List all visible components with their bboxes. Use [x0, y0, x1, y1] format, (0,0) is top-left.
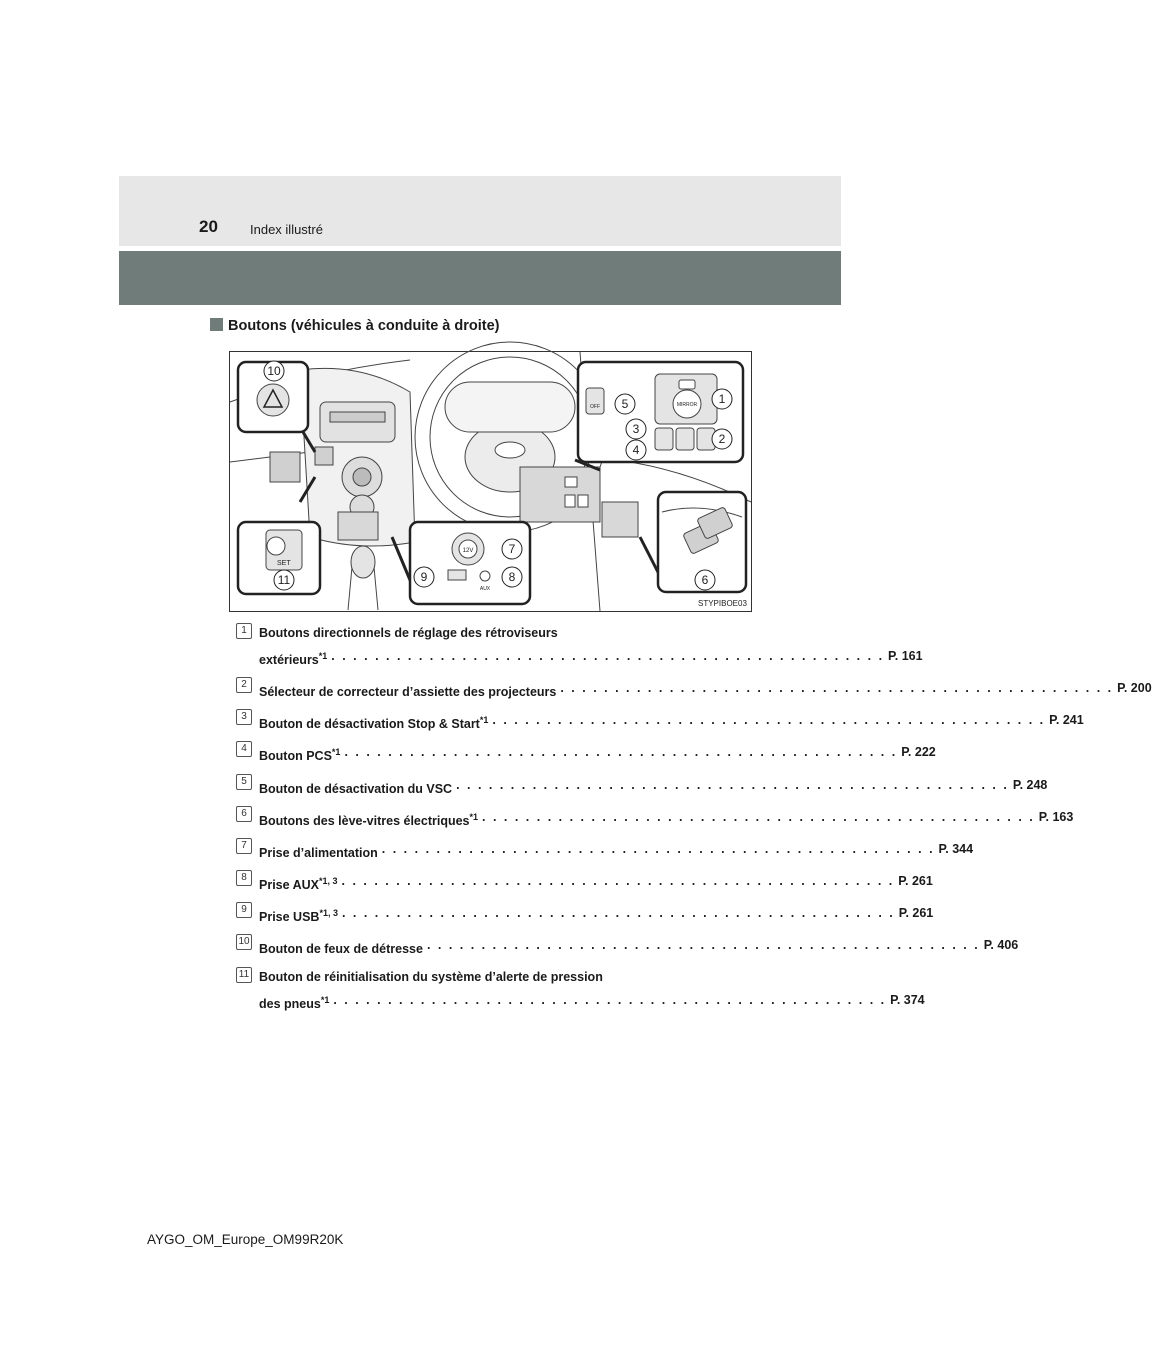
page-reference-link[interactable]: P. 248: [1012, 777, 1048, 792]
mirror-label: MIRROR: [676, 402, 698, 408]
off-label: OFF: [590, 404, 600, 410]
entry-label: Bouton de feux de détresse: [259, 942, 423, 957]
figure-callout: 1: [718, 392, 726, 406]
list-item: 5 Bouton de désactivation du VSC . . . . . . . . . . . . . . . . . . . . . . . . . . . . . . . . . . . . . . . . . . . . . . . . . . . P. 248: [236, 773, 722, 801]
pcs-switch-icon: [676, 428, 694, 450]
list-item: 2 Sélecteur de correcteur d’assiette des projecteurs . . . . . . . . . . . . . . . . . . . . . . . . . . . . . . . . . . . . . . . . . . . . . . . . . . . P. 200: [236, 676, 722, 704]
vsc-off-switch-icon: [586, 388, 604, 414]
entry-number: 7: [236, 838, 252, 854]
sub-heading: [210, 318, 500, 334]
entry-number: 1: [236, 623, 252, 639]
page-reference-link[interactable]: P. 344: [938, 841, 974, 856]
page-reference-link[interactable]: P. 374: [890, 992, 925, 1007]
entry-number: 4: [236, 741, 252, 757]
entry-label: Prise AUX$^{*1, 3}$: [259, 876, 338, 893]
figure-callout: 4: [632, 443, 640, 457]
button-index-list: [236, 622, 1152, 1020]
header-band: [119, 176, 841, 246]
entry-label: Bouton de désactivation du VSC: [259, 781, 453, 796]
entry-label: Bouton de désactivation Stop & Start$^{*1}$: [259, 715, 489, 732]
entry-label-line1: Bouton de réinitialisation du système d’alerte de pression: [259, 969, 603, 984]
entry-label: extérieurs$^{*1}$: [259, 651, 328, 668]
document-footer: AYGO_OM_Europe_OM99R20K: [147, 1232, 344, 1247]
stop-start-switch-icon: [655, 428, 673, 450]
window-switch-area-icon: [602, 502, 638, 537]
heading-square-icon: [210, 318, 223, 331]
entry-number: 8: [236, 870, 252, 886]
list-item: 10 Bouton de feux de détresse . . . . . . . . . . . . . . . . . . . . . . . . . . . . . . . . . . . . . . . . . . . . . . . . . . . P. 406: [236, 933, 722, 961]
entry-number: 11: [236, 967, 252, 983]
section-title: Index illustré: [250, 222, 323, 237]
figure-callout: 6: [701, 573, 709, 587]
figure-callout: 8: [508, 570, 516, 584]
entry-number: 3: [236, 709, 252, 725]
entry-label: Prise d’alimentation: [259, 846, 378, 861]
list-item: 6 Boutons des lève-vitres électriques$^{*1}$ . . . . . . . . . . . . . . . . . . . . . . . . . . . . . . . . . . . . . . . . . . . . . . . . . . . P. 163: [236, 805, 722, 833]
image-code: STYPIBOE03: [698, 599, 747, 608]
list-item: 4 Bouton PCS$^{*1}$ . . . . . . . . . . . . . . . . . . . . . . . . . . . . . . . . . . . . . . . . . . . . . . . . . . . P. 222: [236, 740, 722, 768]
page-reference-link[interactable]: P. 406: [983, 938, 1019, 953]
aux-port-icon: [480, 571, 490, 581]
entry-label: Bouton PCS$^{*1}$: [259, 747, 341, 764]
usb-port-icon: [448, 570, 466, 580]
socket-voltage-label: 12V: [462, 548, 474, 554]
page-number: 20: [199, 217, 218, 236]
page-reference-link[interactable]: P. 200: [1117, 681, 1152, 696]
entry-label: Prise USB$^{*1, 3}$: [259, 908, 338, 925]
gear-knob-icon: [351, 546, 375, 578]
instrument-cluster-icon: [445, 382, 575, 432]
entry-label-line1: Boutons directionnels de réglage des rétroviseurs: [259, 626, 558, 640]
page-reference-link[interactable]: P. 161: [888, 649, 923, 663]
list-item: 1 Boutons directionnels de réglage des rétroviseurs extérieurs$^{*1}$ . . . . . . . . . . . . . . . . . . . . . . . . . . . . . . . . . . . . . . . . . . . . . . . . . . . P. 161: [236, 622, 722, 672]
page-reference-link[interactable]: P. 261: [898, 906, 934, 921]
set-label: SET: [277, 560, 291, 567]
aux-label: AUX: [479, 586, 491, 592]
entry-number: 5: [236, 774, 252, 790]
dashboard-drawing: [230, 352, 751, 611]
entry-label: des pneus$^{*1}$: [259, 994, 330, 1011]
list-item: 8 Prise AUX$^{*1, 3}$ . . . . . . . . . . . . . . . . . . . . . . . . . . . . . . . . . . . . . . . . . . . . . . . . . . . P. 261: [236, 869, 722, 897]
dashboard-illustration: [229, 351, 752, 612]
figure-callout: 7: [508, 542, 516, 556]
page-reference-link[interactable]: P. 163: [1038, 809, 1074, 824]
entry-number: 9: [236, 902, 252, 918]
inset-hazard-button: [238, 361, 308, 432]
figure-callout: 3: [632, 422, 640, 436]
list-item: 9 Prise USB$^{*1, 3}$ . . . . . . . . . . . . . . . . . . . . . . . . . . . . . . . . . . . . . . . . . . . . . . . . . . . P. 261: [236, 901, 722, 929]
figure-callout: 10: [267, 364, 281, 378]
list-item: 11 Bouton de réinitialisation du système d’alerte de pression des pneus$^{*1}$ . . . . . . . . . . . . . . . . . . . . . . . . . . . . . . . . . . . . . . . . . . . . . . . . . . . P. 374: [236, 966, 722, 1016]
entry-number: 10: [236, 934, 252, 950]
entry-number: 2: [236, 677, 252, 693]
figure-callout: 9: [420, 570, 428, 584]
page-reference-link[interactable]: P. 241: [1049, 713, 1084, 728]
title-band: [119, 251, 841, 305]
page-reference-link[interactable]: P. 261: [898, 874, 933, 889]
sub-heading-text: Boutons (véhicules à conduite à droite): [228, 318, 500, 334]
inset-switch-panel: [578, 362, 743, 462]
figure-callout: 2: [718, 432, 726, 446]
list-item: 3 Bouton de désactivation Stop & Start$^{*1}$ . . . . . . . . . . . . . . . . . . . . . . . . . . . . . . . . . . . . . . . . . . . . . . . . . . . P. 241: [236, 708, 722, 736]
figure-callout: 5: [621, 397, 629, 411]
inset-sockets: [410, 522, 530, 604]
inset-tpws-button: [238, 522, 320, 594]
list-item: 7 Prise d’alimentation . . . . . . . . . . . . . . . . . . . . . . . . . . . . . . . . . . . . . . . . . . . . . . . . . . . P. 344: [236, 837, 722, 865]
entry-label: Sélecteur de correcteur d’assiette des projecteurs: [259, 685, 557, 700]
entry-label: Boutons des lève-vitres électriques$^{*1}$: [259, 811, 479, 828]
inset-window-switches: [658, 492, 746, 592]
page-reference-link[interactable]: P. 222: [901, 745, 936, 760]
entry-number: 6: [236, 806, 252, 822]
figure-callout: 11: [277, 573, 291, 587]
